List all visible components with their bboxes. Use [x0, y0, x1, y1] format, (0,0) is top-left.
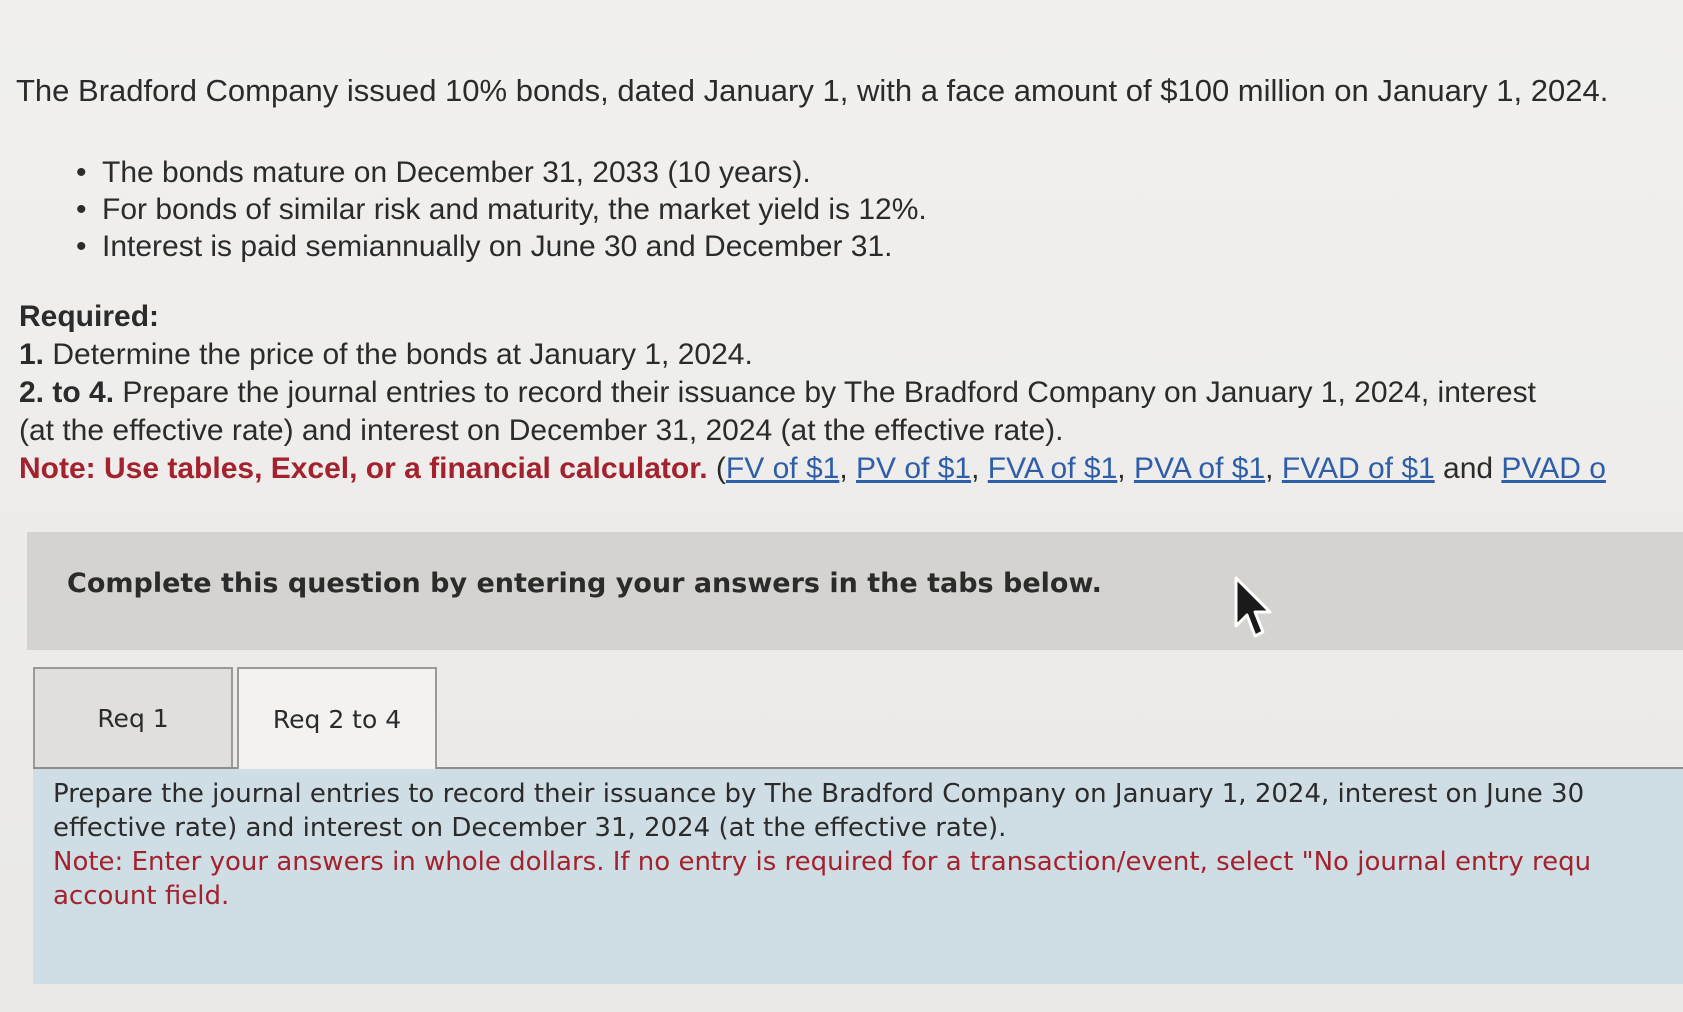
- and: and: [1434, 452, 1502, 485]
- link-fv[interactable]: FV of $1: [725, 452, 840, 485]
- tab-req-2-to-4[interactable]: Req 2 to 4: [237, 667, 437, 769]
- required-section: [19, 298, 1681, 488]
- bullet-item: • For bonds of similar risk and maturity, the market yield is 12%.: [78, 191, 927, 228]
- panel-note: account field.: [53, 881, 230, 911]
- sep: ,: [839, 452, 856, 485]
- required-item-1: [19, 336, 1681, 374]
- link-pva[interactable]: PVA of $1: [1133, 452, 1266, 485]
- item-number: 2. to 4.: [19, 376, 115, 409]
- link-fva[interactable]: FVA of $1: [987, 452, 1118, 485]
- item-number: 1.: [19, 338, 45, 371]
- mouse-pointer-icon: [1232, 576, 1272, 642]
- tab-req-1[interactable]: Req 1: [33, 667, 233, 767]
- banner-text: Complete this question by entering your answers in the tabs below.: [67, 568, 1102, 599]
- instructions-banner: [27, 532, 1683, 650]
- required-item-2-cont: (at the effective rate) and interest on December 31, 2024 (at the effective rate).: [19, 414, 1064, 447]
- note-text: Note: Use tables, Excel, or a financial calculator.: [19, 452, 708, 485]
- tab-panel: [33, 769, 1683, 984]
- link-pvad[interactable]: PVAD o: [1501, 452, 1606, 485]
- panel-instructions: [53, 777, 1678, 913]
- bullet-item: • Interest is paid semiannually on June 30 and December 31.: [78, 228, 927, 265]
- required-item-2: [19, 374, 1681, 412]
- sep: ,: [1265, 452, 1282, 485]
- item-text: Prepare the journal entries to record their issuance by The Bradford Company on January 1, 2024, interest: [114, 376, 1536, 409]
- link-fvad[interactable]: FVAD of $1: [1281, 452, 1435, 485]
- link-pv[interactable]: PV of $1: [856, 452, 972, 485]
- tab-bar: [33, 667, 1683, 769]
- problem-bullets: [78, 154, 927, 265]
- panel-line: Prepare the journal entries to record their issuance by The Bradford Company on January 1, 2024, interest on June 30: [53, 779, 1585, 809]
- panel-line: effective rate) and interest on December 31, 2024 (at the effective rate).: [53, 813, 1007, 843]
- sep: ,: [1117, 452, 1134, 485]
- problem-intro: The Bradford Company issued 10% bonds, dated January 1, with a face amount of $100 million on January 1, 2024.: [16, 73, 1609, 108]
- note-line: [19, 450, 1681, 488]
- panel-note: Note: Enter your answers in whole dollars. If no entry is required for a transaction/event, select "No journal entry requ: [53, 847, 1592, 877]
- paren: (: [707, 452, 726, 485]
- sep: ,: [971, 452, 988, 485]
- required-heading: Required:: [19, 300, 160, 333]
- item-text: Determine the price of the bonds at January 1, 2024.: [44, 338, 753, 371]
- bullet-item: • The bonds mature on December 31, 2033 (10 years).: [78, 154, 927, 191]
